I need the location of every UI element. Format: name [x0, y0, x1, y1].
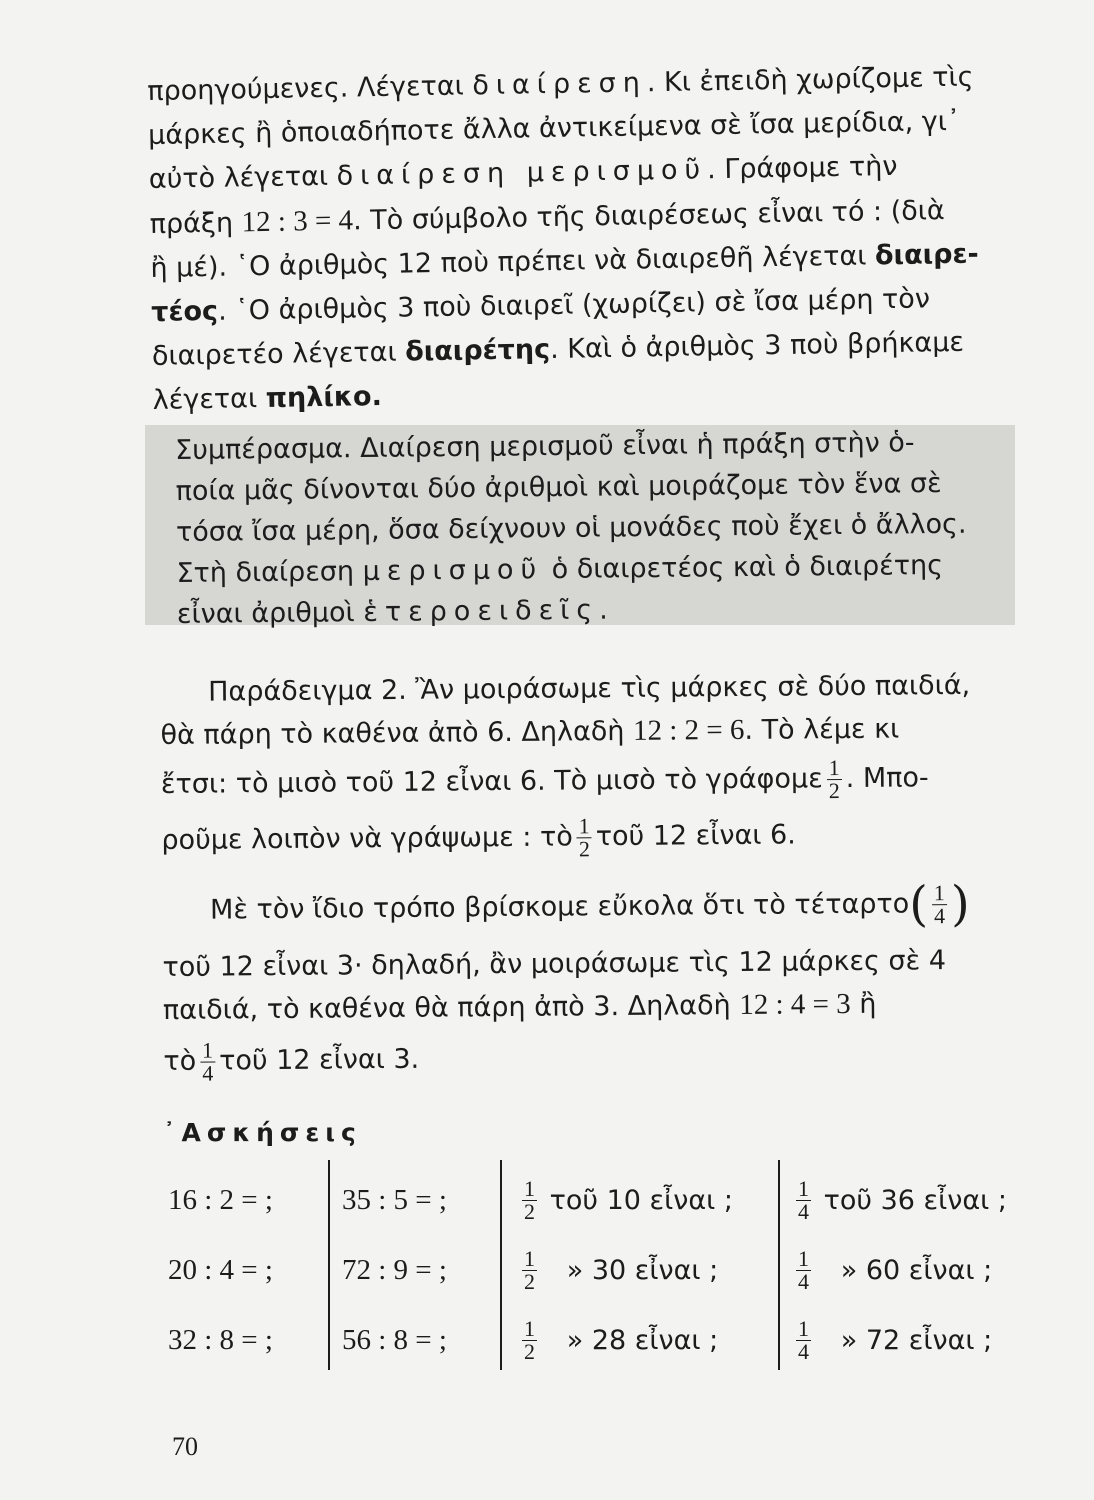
equation: 12 : 4 = 3: [739, 987, 851, 1021]
exercise-item: 35 : 5 = ;: [342, 1183, 447, 1216]
text: . Καὶ ὁ ἀριθμὸς 3 ποὺ βρήκαμε: [549, 326, 965, 366]
denominator: 4: [933, 902, 946, 928]
numerator: 1: [524, 1175, 535, 1201]
text: εἶναι ἀριθμοὶ: [176, 597, 364, 630]
text: ἢ: [850, 988, 877, 1020]
exercises-heading: ᾿Ασκήσεις: [163, 1118, 362, 1147]
numerator: 1: [933, 879, 945, 905]
text: » 30 εἶναι ;: [566, 1254, 719, 1286]
denominator: 4: [798, 1338, 809, 1364]
denominator: 2: [828, 777, 840, 803]
text: πράξη: [149, 207, 242, 240]
text: ροῦμε λοιπὸν νὰ γράψωμε : τὸ: [161, 821, 573, 856]
text: . Τὸ σύμβολο τῆς διαιρέσεως εἶναι τό : (διὰ: [352, 195, 945, 237]
denominator: 4: [202, 1060, 214, 1086]
emphasis-term: μερισμοῦ: [362, 554, 544, 588]
numerator: 1: [201, 1037, 214, 1063]
text: . Κι ἐπειδὴ χωρίζομε τὶς: [646, 61, 974, 99]
denominator: 2: [524, 1198, 535, 1224]
fraction-one-quarter: [796, 1175, 811, 1224]
exercise-item: 32 : 8 = ;: [168, 1323, 273, 1356]
fraction-one-half: [522, 1175, 537, 1224]
text: ἔτσι: τὸ μισὸ τοῦ 12 εἶναι 6. Τὸ μισὸ τὸ γράφομε: [160, 763, 823, 800]
exercise-item: [792, 1235, 992, 1305]
text: αὐτὸ λέγεται: [148, 160, 337, 195]
text: παιδιά, τὸ καθένα θὰ πάρη ἀπὸ 3. Δηλαδὴ: [162, 989, 740, 1026]
text-line: Συμπέρασμα. Διαίρεση μερισμοῦ εἶναι ἡ πράξη στὴν ὁ-: [175, 427, 915, 466]
exercise-item: [518, 1165, 733, 1235]
exercise-item: [518, 1235, 718, 1305]
text: λέγεται: [152, 382, 266, 416]
bold-term: διαιρέτης: [404, 334, 551, 368]
denominator: 2: [578, 835, 590, 861]
fraction-one-quarter: [796, 1245, 811, 1294]
column-divider: [328, 1160, 330, 1370]
bold-term: τέος: [150, 295, 219, 328]
text: » 60 εἶναι ;: [840, 1254, 993, 1286]
emphasis-term: διαίρεση μερισμοῦ: [336, 154, 708, 192]
text: τὸ: [163, 1045, 197, 1077]
numerator: 1: [798, 1175, 809, 1201]
text-line: τοῦ 12 εἶναι 3· δηλαδή, ἂν μοιράσωμε τὶς 12 μάρκες σὲ 4: [162, 945, 947, 983]
text: . Τὸ λέμε κι: [744, 713, 900, 746]
text: Μὲ τὸν ἴδιο τρόπο βρίσκομε εὔκολα ὅτι τὸ τέταρτο: [209, 888, 910, 926]
text-line: μάρκες ἢ ὁποιαδήποτε ἄλλα ἀντικείμενα σὲ ἴσα μερίδια, γι᾽: [147, 105, 961, 151]
fraction-one-quarter: [932, 879, 947, 928]
text: προηγούμενες. Λέγεται: [147, 70, 473, 107]
fraction-one-half: [827, 754, 842, 803]
emphasis-term: ἑτεροειδεῖς.: [363, 594, 615, 629]
fraction-one-half: [522, 1245, 537, 1294]
bold-term: πηλίκο.: [265, 380, 383, 414]
fraction-one-quarter: [796, 1315, 811, 1364]
exercise-item: 56 : 8 = ;: [342, 1323, 447, 1356]
summary-text: [175, 421, 1017, 635]
emphasis-term: διαίρεση: [472, 67, 648, 102]
bold-term: διαιρε-: [874, 238, 979, 272]
exercise-item: [792, 1165, 1007, 1235]
denominator: 2: [524, 1338, 535, 1364]
text: τοῦ 36 εἶναι ;: [823, 1184, 1007, 1216]
right-paren: ): [950, 875, 970, 933]
left-paren: (: [908, 876, 929, 933]
page-number: 70: [172, 1432, 198, 1461]
text: . ῾Ο ἀριθμὸς 3 ποὺ διαιρεῖ (χωρίζει) σὲ ἴσα μέρη τὸν: [217, 283, 931, 327]
text: θὰ πάρη τὸ καθένα ἀπὸ 6. Δηλαδὴ: [160, 715, 634, 751]
exercise-item: 72 : 9 = ;: [342, 1253, 447, 1286]
exercise-item: 20 : 4 = ;: [168, 1253, 273, 1286]
fraction-one-quarter: [200, 1039, 215, 1084]
text: ἢ μέ). ῾Ο ἀριθμὸς 12 ποὺ πρέπει νὰ διαιρεθῆ λέγεται: [150, 240, 876, 284]
exercise-item: 16 : 2 = ;: [168, 1183, 273, 1216]
column-divider: [778, 1160, 780, 1370]
example-paragraph: [160, 664, 1024, 1091]
intro-paragraph: [147, 55, 1013, 423]
numerator: 1: [524, 1245, 535, 1271]
text: . Μπο-: [845, 762, 929, 795]
numerator: 1: [798, 1315, 809, 1341]
numerator: 1: [798, 1245, 809, 1271]
text: » 28 εἶναι ;: [566, 1324, 719, 1356]
fraction-one-half: [522, 1315, 537, 1364]
text: τοῦ 12 εἶναι 6.: [595, 819, 796, 853]
text-line: ποία μᾶς δίνονται δύο ἀριθμοὶ καὶ μοιράζομε τὸν ἕνα σὲ: [175, 467, 942, 507]
exercise-item: [792, 1305, 992, 1375]
denominator: 4: [798, 1268, 809, 1294]
text-line: Παράδειγμα 2. Ἂν μοιράσωμε τὶς μάρκες σὲ δύο παιδιά,: [208, 669, 971, 708]
text: τοῦ 12 εἶναι 3.: [219, 1043, 420, 1077]
numerator: 1: [828, 754, 840, 780]
text: τοῦ 10 εἶναι ;: [549, 1184, 733, 1216]
text-line: τόσα ἴσα μέρη, ὅσα δείχνουν οἱ μονάδες ποὺ ἔχει ὁ ἄλλος.: [175, 508, 967, 548]
exercise-item: [518, 1305, 718, 1375]
column-divider: [500, 1160, 502, 1370]
fraction-one-half: [577, 812, 592, 861]
numerator: 1: [524, 1315, 535, 1341]
denominator: 4: [798, 1198, 809, 1224]
text: διαιρετέο λέγεται: [151, 336, 406, 372]
text: . Γράφομε τὴν: [706, 150, 898, 186]
equation: 12 : 3 = 4: [241, 204, 354, 239]
text: » 72 εἶναι ;: [840, 1324, 993, 1356]
denominator: 2: [524, 1268, 535, 1294]
text: Στὴ διαίρεση: [176, 556, 363, 589]
text: ὁ διαιρετέος καὶ ὁ διαιρέτης: [542, 549, 944, 586]
numerator: 1: [578, 812, 590, 838]
equation: 12 : 2 = 6: [632, 713, 745, 747]
